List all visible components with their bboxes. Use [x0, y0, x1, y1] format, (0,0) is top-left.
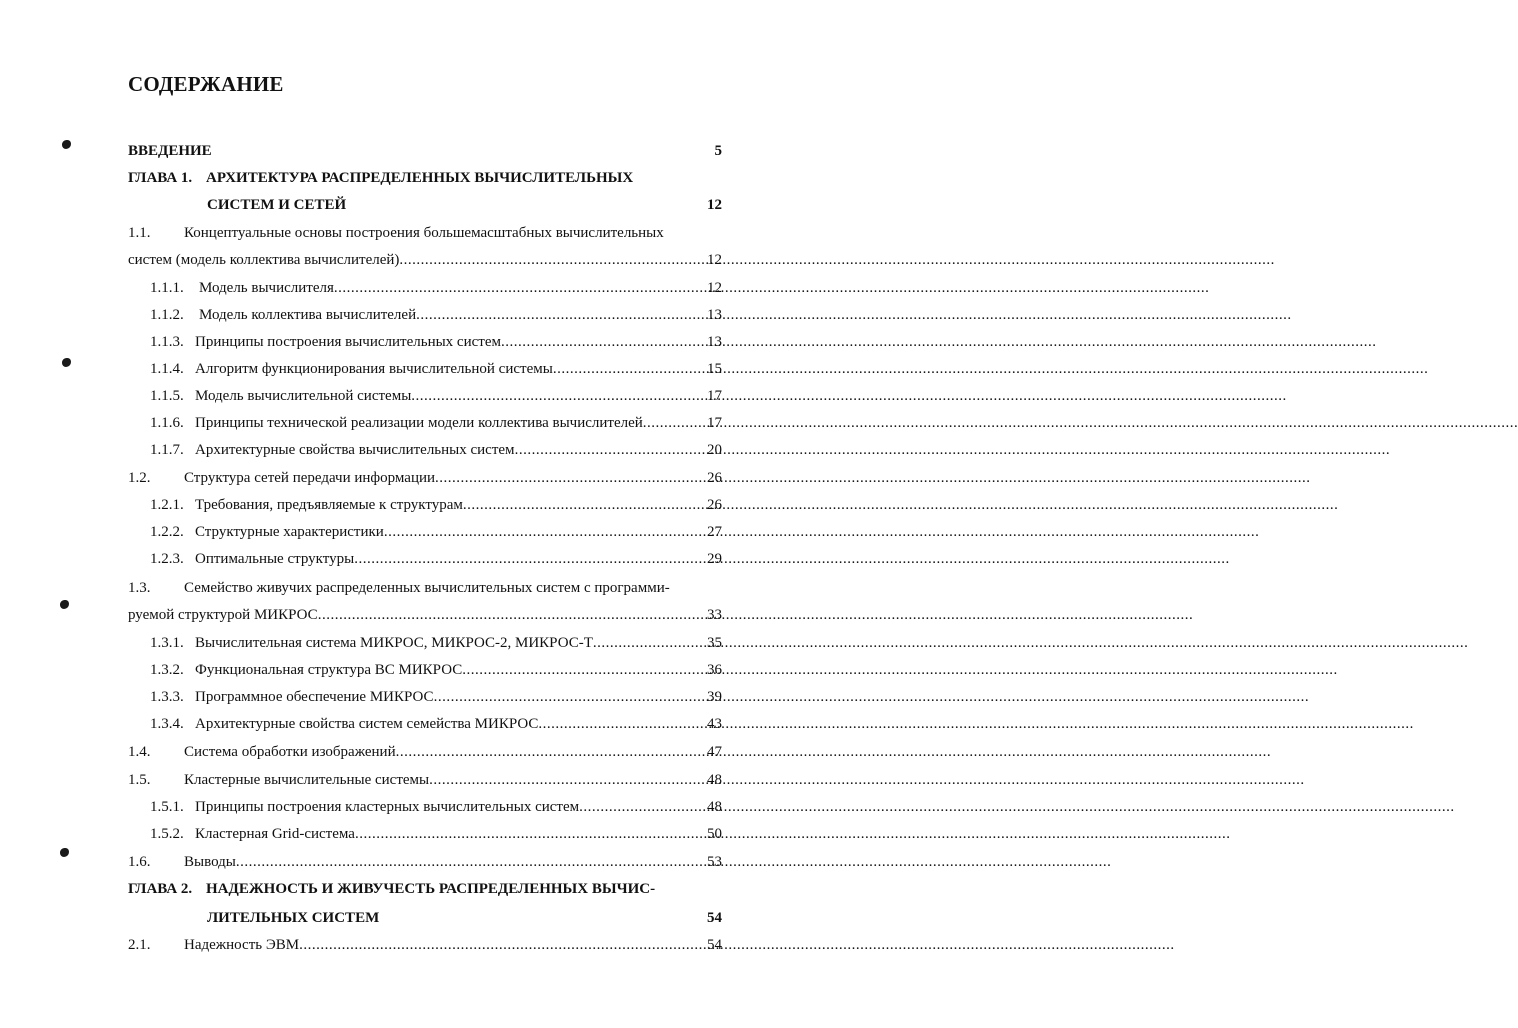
toc-entry-text: Вычислительная система МИКРОС, МИКРОС-2, МИКРОС-Т	[195, 635, 593, 651]
toc-entry-text-cont: руемой структурой МИКРОС	[128, 607, 318, 623]
scan-mark	[60, 600, 69, 609]
toc-entry-text: Требования, предъявляемые к структурам	[195, 497, 463, 513]
toc-page-number: 48	[707, 772, 722, 788]
toc-entry-1-1-3	[150, 334, 722, 356]
toc-entry-number: 1.1.5.	[150, 388, 184, 404]
toc-leader	[411, 388, 705, 405]
toc-entry-number: 1.1.4.	[150, 361, 184, 377]
toc-page-number: 47	[707, 744, 722, 760]
toc-entry-1-1-5	[150, 388, 722, 410]
toc-leader	[318, 607, 705, 624]
toc-entry-text: ВВЕДЕНИЕ	[128, 143, 212, 159]
toc-leader	[462, 662, 705, 679]
toc-entry-number: 2.1.	[128, 937, 151, 953]
toc-leader	[435, 470, 705, 487]
toc-entry-number: 1.3.2.	[150, 662, 184, 678]
toc-page-number: 33	[707, 607, 722, 623]
toc-page-number: 43	[707, 716, 722, 732]
toc-page-number: 54	[707, 910, 722, 926]
toc-entry-text: Кластерная Grid-система	[195, 826, 355, 842]
toc-page-number: 13	[707, 334, 722, 350]
toc-leader	[463, 497, 705, 514]
toc-entry-text-cont: ЛИТЕЛЬНЫХ СИСТЕМ	[207, 910, 380, 926]
toc-leader	[384, 524, 705, 541]
toc-entry-number: 1.2.2.	[150, 524, 184, 540]
toc-leader	[579, 799, 705, 816]
toc-page-number: 20	[707, 442, 722, 458]
toc-page-number: 26	[707, 470, 722, 486]
toc-page-number: 36	[707, 662, 722, 678]
toc-entry-text: Оптимальные структуры	[195, 551, 355, 567]
toc-entry-chapter-2	[128, 881, 722, 903]
toc-entry-number: 1.1.3.	[150, 334, 184, 350]
toc-entry-number: 1.2.3.	[150, 551, 184, 567]
toc-page-number: 54	[707, 937, 722, 953]
toc-entry-1-3	[128, 580, 722, 602]
toc-leader	[593, 635, 705, 652]
toc-page-number: 5	[714, 143, 722, 159]
toc-entry-text: Структура сетей передачи информации	[184, 470, 436, 486]
toc-leader	[643, 415, 705, 432]
toc-leader	[334, 280, 705, 297]
toc-entry-text: Архитектурные свойства вычислительных систем	[195, 442, 515, 458]
toc-entry-2-1	[128, 937, 722, 959]
toc-entry-text: Семейство живучих распределенных вычислительных систем с программи-	[184, 580, 670, 596]
toc-entry-text: Структурные характеристики	[195, 524, 384, 540]
toc-leader	[538, 716, 705, 733]
toc-leader	[399, 252, 705, 269]
page-title: СОДЕРЖАНИЕ	[128, 72, 284, 96]
toc-entry-1-1-1	[150, 280, 722, 302]
toc-entry-number: 1.4.	[128, 744, 151, 760]
toc-entry-1-5-1	[150, 799, 722, 821]
scan-mark	[62, 140, 71, 149]
toc-page-number: 27	[707, 524, 722, 540]
toc-entry-1-3-1	[150, 635, 722, 657]
toc-page-number: 17	[707, 415, 722, 431]
toc-entry-text: Алгоритм функционирования вычислительной системы	[195, 361, 553, 377]
toc-entry-number: 1.2.	[128, 470, 151, 486]
toc-entry-number: 1.1.1.	[150, 280, 184, 296]
toc-entry-1-1-7	[150, 442, 722, 464]
toc-entry-1-2-2	[150, 524, 722, 546]
toc-leader	[429, 772, 705, 789]
toc-entry-introduction	[128, 143, 722, 165]
toc-entry-text: Принципы технической реализации модели коллектива вычислителей	[195, 415, 643, 431]
toc-page-number: 48	[707, 799, 722, 815]
toc-leader	[354, 551, 705, 568]
toc-entry-number: 1.5.	[128, 772, 151, 788]
scan-mark	[62, 358, 71, 367]
toc-entry-text: Кластерные вычислительные системы	[184, 772, 430, 788]
toc-leader	[236, 854, 705, 871]
toc-entry-1-1-6	[150, 415, 722, 437]
toc-leader	[501, 334, 705, 351]
toc-entry-number: 1.3.	[128, 580, 151, 596]
toc-entry-number: 1.1.	[128, 225, 151, 241]
toc-entry-number: 1.6.	[128, 854, 151, 870]
toc-leader	[396, 744, 705, 761]
scan-mark	[60, 848, 69, 857]
toc-page-number: 15	[707, 361, 722, 377]
toc-entry-1-3-3	[150, 689, 722, 711]
toc-entry-number: 1.1.2.	[150, 307, 184, 323]
toc-page-number: 12	[707, 280, 722, 296]
toc-page-number: 26	[707, 497, 722, 513]
toc-entry-chapter-1	[128, 170, 722, 192]
toc-entry-text: Функциональная структура ВС МИКРОС	[195, 662, 463, 678]
toc-entry-1-2-3	[150, 551, 722, 573]
toc-entry-text: Выводы	[184, 854, 236, 870]
toc-entry-1-4	[128, 744, 722, 766]
toc-leader	[416, 307, 705, 324]
toc-leader	[553, 361, 705, 378]
toc-entry-number: 1.2.1.	[150, 497, 184, 513]
toc-entry-text: Принципы построения вычислительных систем	[195, 334, 501, 350]
toc-entry-number: 1.5.2.	[150, 826, 184, 842]
toc-entry-number: 1.3.1.	[150, 635, 184, 651]
toc-entry-text: Концептуальные основы построения большемасштабных вычислительных	[184, 225, 664, 241]
toc-entry-1-1-cont	[128, 252, 722, 274]
toc-entry-1-1-2	[150, 307, 722, 329]
toc-entry-text: НАДЕЖНОСТЬ И ЖИВУЧЕСТЬ РАСПРЕДЕЛЕННЫХ ВЫЧИС-	[206, 881, 656, 897]
toc-page-number: 12	[707, 197, 722, 213]
toc-entry-1-5-2	[150, 826, 722, 848]
toc-page-number: 29	[707, 551, 722, 567]
toc-entry-text: Модель коллектива вычислителей	[199, 307, 417, 323]
toc-entry-chapter-2-cont	[207, 910, 722, 932]
toc-leader	[355, 826, 705, 843]
toc-leader	[434, 689, 705, 706]
toc-entry-1-2-1	[150, 497, 722, 519]
toc-leader	[299, 937, 705, 954]
toc-page-number: 50	[707, 826, 722, 842]
toc-entry-number: 1.5.1.	[150, 799, 184, 815]
toc-entry-1-3-cont	[128, 607, 722, 629]
toc-leader	[515, 442, 705, 459]
toc-entry-text: Модель вычислителя	[199, 280, 334, 296]
toc-entry-1-1-4	[150, 361, 722, 383]
toc-page-number: 12	[707, 252, 722, 268]
toc-entry-text: Программное обеспечение МИКРОС	[195, 689, 434, 705]
toc-entry-1-3-4	[150, 716, 722, 738]
toc-entry-1-6	[128, 854, 722, 876]
toc-entry-1-1	[128, 225, 722, 247]
toc-entry-text: Надежность ЭВМ	[184, 937, 300, 953]
toc-page-number: 35	[707, 635, 722, 651]
toc-entry-number: 1.1.7.	[150, 442, 184, 458]
toc-entry-text-cont: СИСТЕМ И СЕТЕЙ	[207, 197, 347, 213]
toc-entry-text: Система обработки изображений	[184, 744, 396, 760]
toc-page-number: 13	[707, 307, 722, 323]
toc-entry-1-5	[128, 772, 722, 794]
toc-entry-1-2	[128, 470, 722, 492]
toc-page-number: 53	[707, 854, 722, 870]
toc-page-number: 17	[707, 388, 722, 404]
toc-entry-number: 1.3.3.	[150, 689, 184, 705]
toc-entry-number: ГЛАВА 1.	[128, 170, 193, 186]
toc-entry-text: Принципы построения кластерных вычислительных систем	[195, 799, 580, 815]
toc-entry-text-cont: систем (модель коллектива вычислителей)	[128, 252, 400, 268]
toc-entry-text: Модель вычислительной системы	[195, 388, 412, 404]
toc-entry-number: 1.3.4.	[150, 716, 184, 732]
toc-entry-number: 1.1.6.	[150, 415, 184, 431]
toc-entry-1-3-2	[150, 662, 722, 684]
toc-entry-number: ГЛАВА 2.	[128, 881, 193, 897]
toc-entry-text: АРХИТЕКТУРА РАСПРЕДЕЛЕННЫХ ВЫЧИСЛИТЕЛЬНЫХ	[206, 170, 634, 186]
toc-page-number: 39	[707, 689, 722, 705]
toc-entry-text: Архитектурные свойства систем семейства МИКРОС	[195, 716, 539, 732]
toc-entry-chapter-1-cont	[207, 197, 722, 219]
